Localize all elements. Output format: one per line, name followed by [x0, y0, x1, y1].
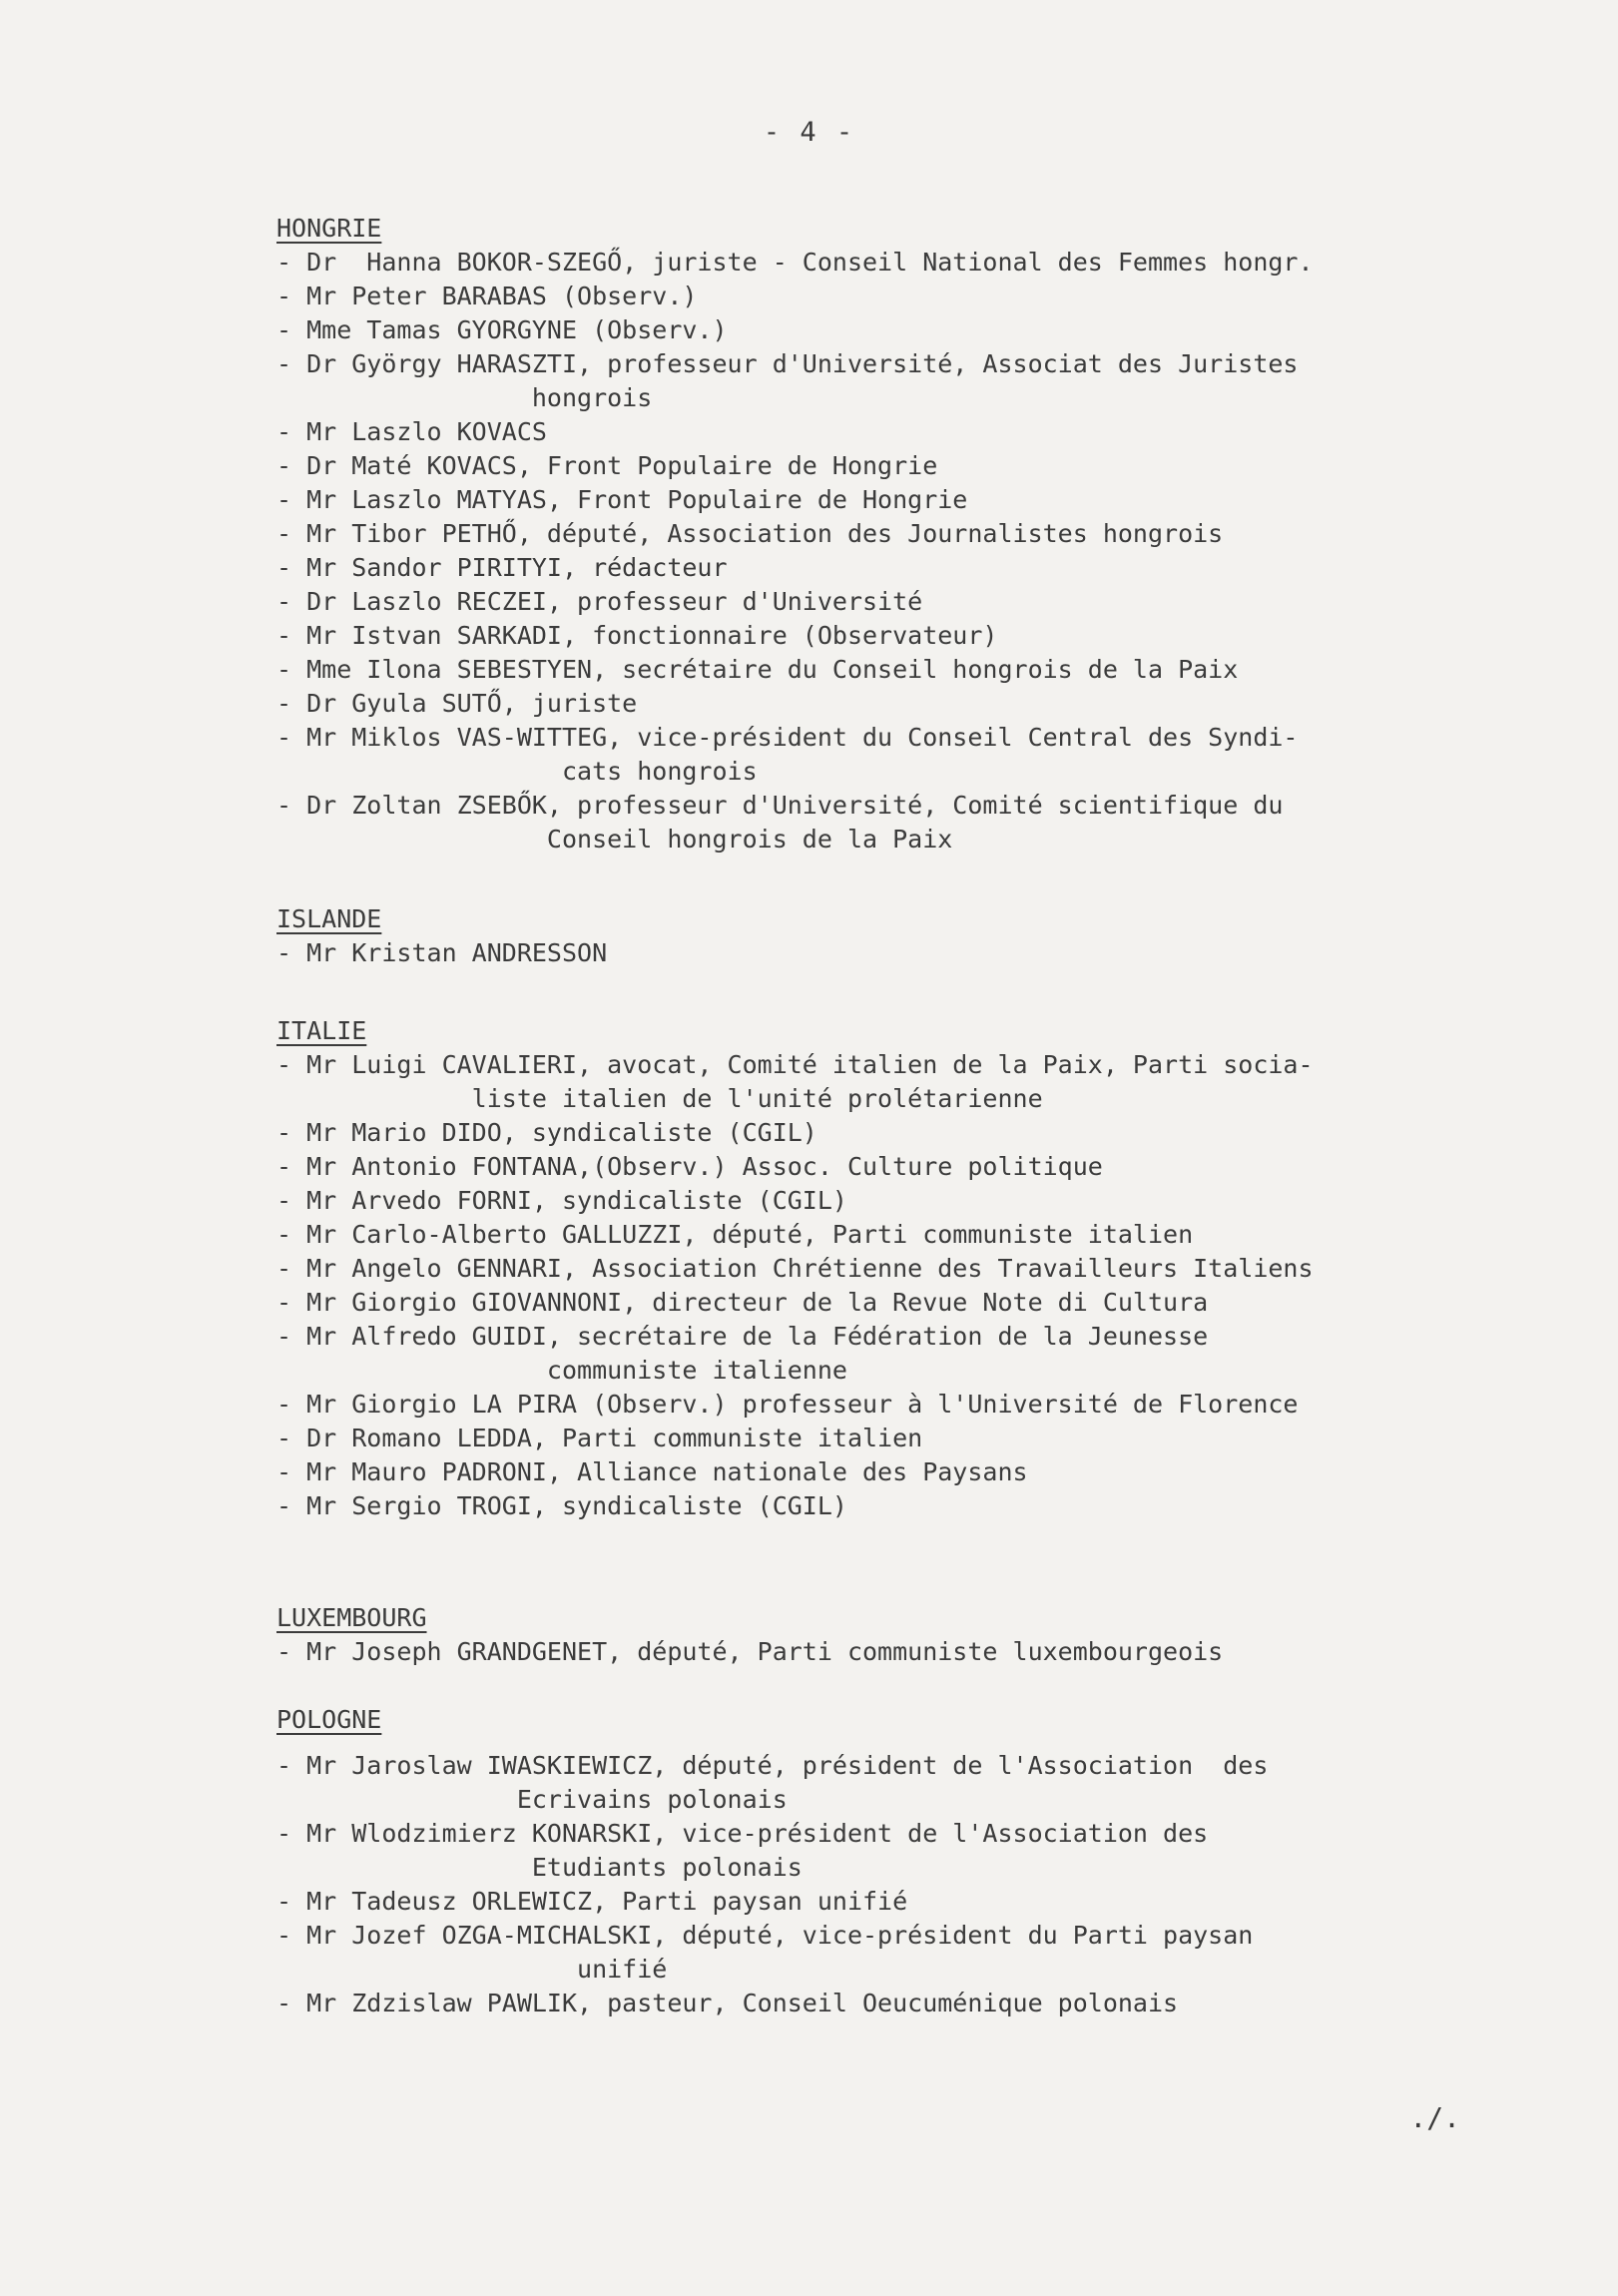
delegate-entry — [276, 1489, 1564, 1523]
section-title: LUXEMBOURG — [276, 1603, 427, 1632]
delegate-entry — [276, 1817, 1564, 1885]
delegate-line: - Mr Peter BARABAS (Observ.) — [276, 282, 698, 310]
delegate-entry — [276, 1635, 1564, 1669]
delegate-line: - Mr Giorgio LA PIRA (Observ.) professeur à l'Université de Florence — [276, 1390, 1299, 1419]
delegate-entry — [276, 449, 1564, 483]
delegate-line: - Mr Sandor PIRITYI, rédacteur — [276, 553, 728, 582]
delegate-entry — [276, 1286, 1564, 1320]
delegate-line: - Mr Jozef OZGA-MICHALSKI, député, vice-président du Parti paysan — [276, 1921, 1254, 1950]
delegate-entry — [276, 1885, 1564, 1919]
delegate-line: - Mr Laszlo MATYAS, Front Populaire de Hongrie — [276, 485, 968, 514]
delegate-line: - Mr Luigi CAVALIERI, avocat, Comité italien de la Paix, Parti socia- — [276, 1050, 1314, 1079]
delegate-line: - Dr Zoltan ZSEBŐK, professeur d'Université, Comité scientifique du — [276, 791, 1284, 820]
delegate-line: - Mr Arvedo FORNI, syndicaliste (CGIL) — [276, 1186, 847, 1215]
delegate-line-continued: liste italien de l'unité prolétarienne — [276, 1084, 1043, 1113]
delegate-entry — [276, 551, 1564, 585]
section-title: POLOGNE — [276, 1705, 382, 1734]
delegate-line: - Mr Alfredo GUIDI, secrétaire de la Fédération de la Jeunesse — [276, 1322, 1209, 1351]
delegate-entry — [276, 347, 1564, 415]
delegate-entry — [276, 789, 1564, 857]
delegate-entry — [276, 415, 1564, 449]
delegate-entry — [276, 1320, 1564, 1388]
delegate-line-continued: Ecrivains polonais — [276, 1785, 788, 1814]
delegate-line-continued: hongrois — [276, 383, 653, 412]
delegate-line: - Mr Sergio TROGI, syndicaliste (CGIL) — [276, 1491, 847, 1520]
delegate-line: - Mme Ilona SEBESTYEN, secrétaire du Conseil hongrois de la Paix — [276, 655, 1239, 684]
delegate-line: - Mr Zdzislaw PAWLIK, pasteur, Conseil Oeucuménique polonais — [276, 1989, 1179, 2017]
delegate-line-continued: communiste italienne — [276, 1356, 847, 1385]
delegate-entry — [276, 653, 1564, 687]
section-luxembourg — [276, 1601, 1564, 1669]
delegate-line-continued: cats hongrois — [276, 757, 758, 786]
delegate-line: - Mr Laszlo KOVACS — [276, 417, 547, 446]
delegate-line: - Mme Tamas GYORGYNE (Observ.) — [276, 315, 728, 344]
delegate-line-continued: Etudiants polonais — [276, 1853, 803, 1882]
page-number: - 4 - — [763, 117, 855, 148]
delegate-entry — [276, 1116, 1564, 1150]
delegate-entry — [276, 687, 1564, 721]
delegate-entry — [276, 1455, 1564, 1489]
delegate-line: - Mr Joseph GRANDGENET, député, Parti communiste luxembourgeois — [276, 1637, 1224, 1666]
delegate-line: - Dr Romano LEDDA, Parti communiste italien — [276, 1424, 923, 1452]
delegate-entry — [276, 1749, 1564, 1817]
delegate-line: - Dr Hanna BOKOR-SZEGŐ, juriste - Conseil National des Femmes hongr. — [276, 248, 1314, 277]
delegate-entry — [276, 619, 1564, 653]
delegate-entry — [276, 313, 1564, 347]
delegate-line-continued: unifié — [276, 1955, 668, 1984]
delegate-line: - Dr Gyula SUTŐ, juriste — [276, 689, 638, 718]
delegate-line: - Dr Laszlo RECZEI, professeur d'Université — [276, 587, 923, 616]
delegate-entry — [276, 246, 1564, 280]
section-title: ITALIE — [276, 1016, 367, 1045]
section-pologne — [276, 1703, 1564, 2020]
delegate-line-continued: Conseil hongrois de la Paix — [276, 825, 953, 854]
delegate-entry — [276, 517, 1564, 551]
delegate-entry — [276, 1388, 1564, 1422]
section-islande — [276, 902, 1564, 970]
delegate-entry — [276, 483, 1564, 517]
delegate-line: - Dr Maté KOVACS, Front Populaire de Hongrie — [276, 451, 938, 480]
delegate-line: - Mr Carlo-Alberto GALLUZZI, député, Parti communiste italien — [276, 1220, 1194, 1249]
section-italie — [276, 1014, 1564, 1523]
delegate-line: - Mr Tadeusz ORLEWICZ, Parti paysan unifié — [276, 1887, 908, 1916]
delegate-entry — [276, 1422, 1564, 1455]
delegate-line: - Mr Wlodzimierz KONARSKI, vice-président de l'Association des — [276, 1819, 1209, 1848]
delegate-entry — [276, 1048, 1564, 1116]
delegate-line: - Mr Angelo GENNARI, Association Chrétienne des Travailleurs Italiens — [276, 1254, 1314, 1283]
section-hongrie — [276, 212, 1564, 857]
delegate-line: - Mr Miklos VAS-WITTEG, vice-président du Conseil Central des Syndi- — [276, 723, 1299, 752]
delegate-entry — [276, 1184, 1564, 1218]
section-title: HONGRIE — [276, 214, 382, 243]
section-title: ISLANDE — [276, 904, 382, 933]
delegate-line: - Mr Tibor PETHŐ, député, Association des Journalistes hongrois — [276, 519, 1224, 548]
delegate-list — [276, 212, 1564, 2020]
delegate-entry — [276, 721, 1564, 789]
delegate-entry — [276, 936, 1564, 970]
delegate-entry — [276, 585, 1564, 619]
delegate-line: - Mr Giorgio GIOVANNONI, directeur de la Revue Note di Cultura — [276, 1288, 1209, 1317]
delegate-line: - Mr Antonio FONTANA,(Observ.) Assoc. Culture politique — [276, 1152, 1103, 1181]
delegate-line: - Mr Jaroslaw IWASKIEWICZ, député, président de l'Association des — [276, 1751, 1269, 1780]
delegate-entry — [276, 1150, 1564, 1184]
delegate-line: - Mr Mario DIDO, syndicaliste (CGIL) — [276, 1118, 817, 1147]
delegate-line: - Dr György HARASZTI, professeur d'Université, Associat des Juristes — [276, 349, 1299, 378]
delegate-entry — [276, 1218, 1564, 1252]
delegate-line: - Mr Mauro PADRONI, Alliance nationale des Paysans — [276, 1457, 1028, 1486]
delegate-entry — [276, 1919, 1564, 1987]
continuation-mark: ./. — [1409, 2101, 1460, 2134]
delegate-line: - Mr Kristan ANDRESSON — [276, 938, 608, 967]
delegate-line: - Mr Istvan SARKADI, fonctionnaire (Observateur) — [276, 621, 998, 650]
delegate-entry — [276, 280, 1564, 313]
delegate-entry — [276, 1987, 1564, 2020]
delegate-entry — [276, 1252, 1564, 1286]
